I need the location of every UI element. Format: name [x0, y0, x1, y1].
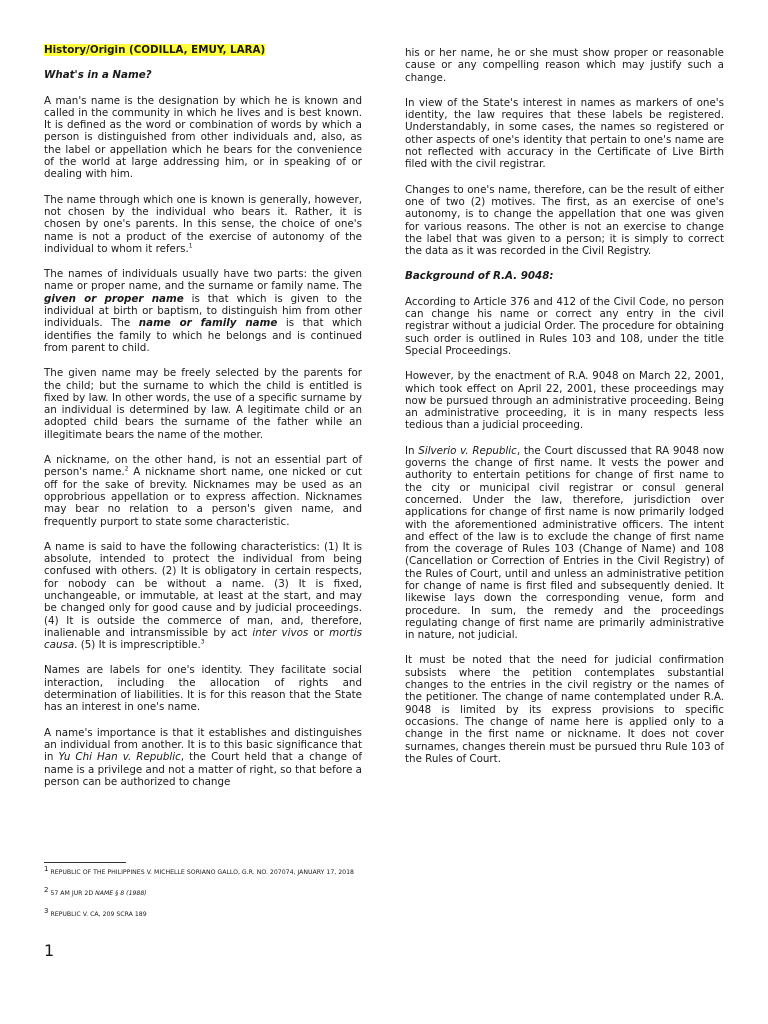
paragraph-labels-identity: Names are labels for one's identity. They facilitate social interaction, including the allocation of rights and determination of liabilities. It is for this reason that the State has an interest in one's name.: [44, 664, 362, 714]
paragraph-motives: Changes to one's name, therefore, can be the result of either one of two (2) motives. The first, as an exercise of one's autonomy, is to change the appellation that one was given for various reasons. The other is not an exercise to change the label that was given to a person; it is simply to correct the data as it was recorded in the Civil Registry.: [405, 183, 724, 258]
paragraph-ra9048-enactment: However, by the enactment of R.A. 9048 on March 22, 2001, which took effect on April 22, 2001, these proceedings may now be pursued through an administrative proceeding. Being an administrative proceeding, it is in many respects less tedious than a judicial proceeding.: [405, 370, 724, 432]
footnote-divider: [44, 862, 126, 863]
subheading-whats-in-a-name: What's in a Name?: [44, 69, 152, 82]
footnote-1: $^1$ REPUBLIC OF THE PHILIPPINES V. MICHELLE SORIANO GALLO, G.R. NO. 207074, JANUARY 17, 2018: [44, 864, 354, 876]
footnote-ref-3: 3: [200, 638, 205, 646]
page-number: 1: [44, 941, 55, 960]
paragraph-civil-code: According to Article 376 and 412 of the Civil Code, no person can change his name or correct any entry in the civil registrar without a judicial Order. The procedure for obtaining such order is outlined in Rules 103 and 108, under the title Special Proceedings.: [405, 295, 724, 357]
section-heading: History/Origin (CODILLA, EMUY, LARA): [44, 44, 266, 56]
paragraph-judicial-confirmation: It must be noted that the need for judicial confirmation subsists where the petition contemplates substantial changes to the entries in the civil registry or the names of the petitioner. The change of name contemplated under R.A. 9048 is limited by its express provisions to specific occasions. The change of name here is applied only to a change in the first name or nickname. It does not cover surnames, changes therein must be pursued thru Rule 103 of the Rules of Court.: [405, 654, 724, 765]
paragraph-reasonable-cause: his or her name, he or she must show proper or reasonable cause or any compelling reason which may justify such a change.: [405, 47, 724, 84]
paragraph-name-importance: A name's importance is that it establishes and distinguishes an individual from another. It is to this basic significance that in Yu Chi Han v. Republic, the Court held that a change of name is a privilege and not a matter of right, so that before a person can be authorized to change: [44, 726, 362, 788]
paragraph-given-name: The given name may be freely selected by the parents for the child; but the surname to which the child is entitled is fixed by law. In other words, the use of a specific surname by an individual is determined by law. A legitimate child or an adopted child bears the surname of the father while an illegitimate bears the name of the mother.: [44, 367, 362, 441]
footnotes: [44, 864, 364, 931]
paragraph-characteristics: A name is said to have the following characteristics: (1) It is absolute, intended to protect the individual from being confused with others. (2) It is obligatory in certain respects, for nobody can be without a name. (3) It is fixed, unchangeable, or immutable, at least at the start, and may be changed only for good cause and by judicial proceedings. (4) It is outside the commerce of man, and, therefore, inalienable and intransmissible by act inter vivos or mortis causa. (5) It is imprescriptible.$^3$: [44, 540, 362, 652]
footnote-2: $^2$ 57 AM JUR 2D NAME § 8 (1988): [44, 885, 147, 897]
left-column: [44, 44, 362, 801]
paragraph-name-definition: A man's name is the designation by which he is known and called in the community in which he lives and is best known. It is defined as the word or combination of words by which a person is distinguished from other individuals and, also, as the label or appellation which he bears for the convenience of the world at large addressing him, or in speaking of or dealing with him.: [44, 94, 362, 181]
paragraph-name-chosen: The name through which one is known is generally, however, not chosen by the individual who bears it. Rather, it is chosen by one's parents. In this sense, the choice of one's name is not a product of the exercise of autonomy of the individual to whom it refers.$^1$: [44, 193, 362, 255]
footnote-3: $^3$ REPUBLIC V. CA, 209 SCRA 189: [44, 906, 147, 918]
footnote-ref-2: 2: [124, 465, 129, 473]
paragraph-silverio: In Silverio v. Republic, the Court discussed that RA 9048 now governs the change of first name. It vests the power and authority to entertain petitions for change of first name to the city or municipal civil registrar or consul general concerned. Under the law, therefore, jurisdiction over applications for change of first name is now primarily lodged with the aforementioned administrative officers. The intent and effect of the law is to exclude the change of first name from the coverage of Rules 103 (Change of Name) and 108 (Cancellation or Correction of Entries in the Civil Registry) of the Rules of Court, until and unless an administrative petition for change of name is first filed and subsequently denied. It likewise lays down the corresponding venue, form and procedure. In sum, the remedy and the proceedings regulating change of first name are primarily administrative in nature, not judicial.: [405, 444, 725, 642]
paragraph-nickname: A nickname, on the other hand, is not an essential part of person's name.$^2$ A nickname short name, one nicked or cut off for the sake of brevity. Nicknames may be used as an opprobrious appellation or to express affection. Nicknames may bear no relation to a person's given name, and frequently purport to state some characteristic.: [44, 454, 362, 528]
subheading-background-ra9048: Background of R.A. 9048:: [405, 270, 554, 283]
right-column: [405, 47, 724, 778]
paragraph-name-parts: The names of individuals usually have two parts: the given name or proper name, and the surname or family name. The given or proper name is that which is given to the individual at birth or baptism, to distinguish him from other individuals. The name or family name is that which identifies the family to which he belongs and is continued from parent to child.: [44, 268, 363, 354]
footnote-ref-1: 1: [188, 242, 193, 250]
paragraph-state-interest: In view of the State's interest in names as markers of one's identity, the law requires that these labels be registered. Understandably, in some cases, the names so registered or other aspects of one's identity that pertain to one's name are not reflected with accuracy in the Certificate of Live Birth filed with the civil registrar.: [405, 96, 724, 171]
